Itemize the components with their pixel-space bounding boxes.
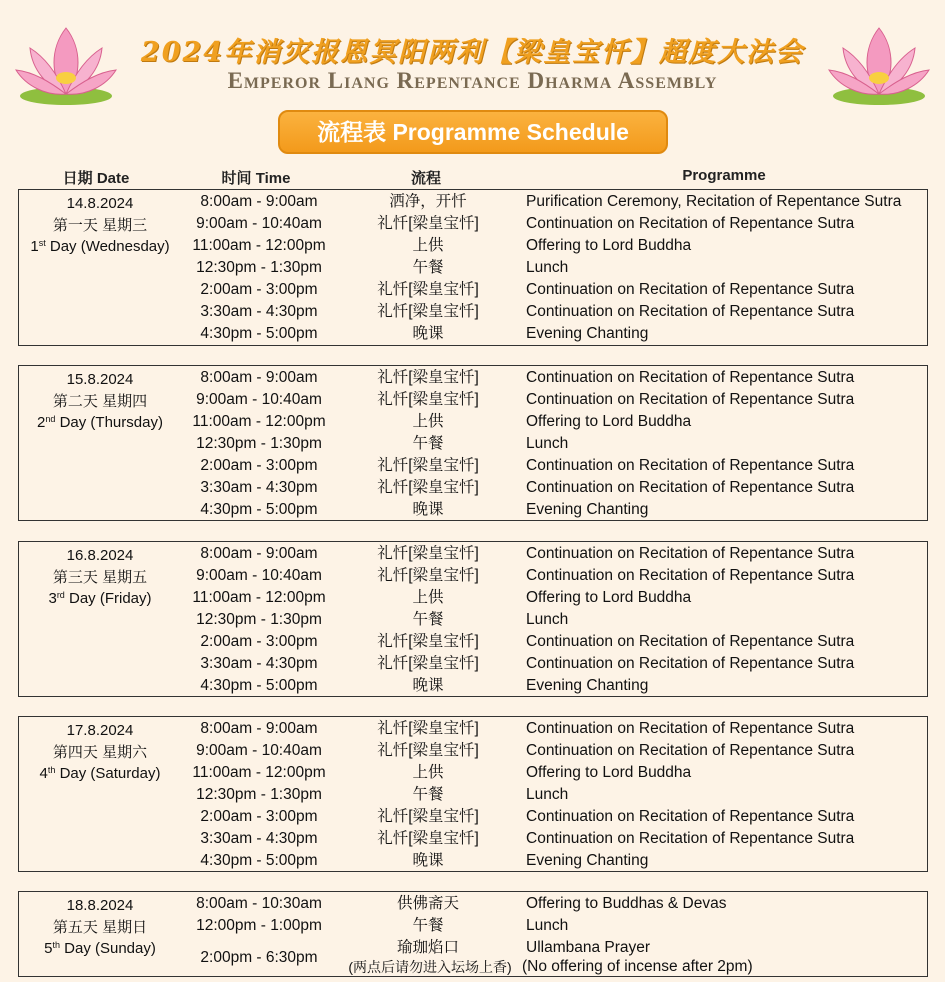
row-flow: 晚课 [412,677,444,694]
row-flow: 礼忏[梁皇宝忏] [377,742,479,759]
row-flow: 午餐 [412,611,444,628]
schedule-row [19,213,927,235]
row-time: 4:30pm - 5:00pm [200,677,318,694]
page-title-chinese: 2024年消灾报恩冥阳两利【梁皇宝忏】超度大法会 [140,37,805,68]
row-programme: Continuation on Recitation of Repentance Sutra [526,369,855,386]
row-flow: 礼忏[梁皇宝忏] [377,479,479,496]
row-time: 8:00am - 10:30am [196,895,322,912]
schedule-row [19,631,927,653]
row-time: 12:30pm - 1:30pm [196,259,322,276]
row-flow: 礼忏[梁皇宝忏] [377,567,479,584]
row-programme: Offering to Buddhas & Devas [526,895,727,912]
row-flow: 礼忏[梁皇宝忏] [377,633,479,650]
row-flow: 礼忏[梁皇宝忏] [377,830,479,847]
day-ordinal-suffix: nd [45,414,56,424]
schedule-row [19,323,927,345]
row-programme: Continuation on Recitation of Repentance Sutra [526,720,855,737]
row-time: 2:00am - 3:00pm [200,633,318,650]
day-block [18,365,928,521]
row-programme: Lunch [526,259,569,276]
day-ordinal-weekday: Day (Thursday) [55,414,163,431]
row-flow: 礼忏[梁皇宝忏] [377,281,479,298]
schedule-row [19,433,927,455]
row-programme: Lunch [526,435,569,452]
row-programme: Continuation on Recitation of Repentance Sutra [526,391,855,408]
row-flow: 晚课 [412,501,444,518]
row-programme: Continuation on Recitation of Repentance Sutra [526,830,855,847]
row-time: 4:30pm - 5:00pm [200,325,318,342]
row-time: 2:00am - 3:00pm [200,457,318,474]
row-programme: Offering to Lord Buddha [526,413,692,430]
day-date: 18.8.2024 [66,897,134,914]
schedule-row [19,301,927,323]
schedule-row [19,455,927,477]
day-ordinal-suffix: th [47,765,56,775]
schedule-row [19,411,927,433]
schedule-row [19,893,927,915]
day-ordinal-suffix: rd [56,590,65,600]
row-flow: 洒净，开忏 [389,193,467,210]
day-ordinal-weekday: Day (Friday) [64,590,152,607]
schedule-row [19,191,927,213]
row-time: 11:00am - 12:00pm [192,413,326,430]
row-programme: Offering to Lord Buddha [526,237,692,254]
row-flow: 午餐 [412,786,444,803]
day-weekday-cn: 第三天 星期五 [52,568,148,586]
row-flow: 礼忏[梁皇宝忏] [377,808,479,825]
row-programme: Evening Chanting [526,325,649,342]
day-weekday-cn: 第五天 星期日 [52,918,148,936]
schedule-row [19,828,927,850]
row-programme: Continuation on Recitation of Repentance Sutra [526,457,855,474]
day-weekday-cn: 第一天 星期三 [52,216,148,234]
schedule-row [19,740,927,762]
row-time: 11:00am - 12:00pm [192,589,326,606]
row-flow: 礼忏[梁皇宝忏] [377,215,479,232]
row-programme: Continuation on Recitation of Repentance Sutra [526,281,855,298]
day-date: 15.8.2024 [66,371,134,388]
row-flow: 晚课 [412,325,444,342]
row-time: 12:30pm - 1:30pm [196,435,322,452]
row-flow: 上供 [412,589,444,606]
day-date: 17.8.2024 [66,722,134,739]
row-time: 9:00am - 10:40am [196,742,322,759]
row-programme: Ullambana Prayer [526,939,651,956]
day-weekday-cn: 第二天 星期四 [52,392,148,410]
row-programme: Continuation on Recitation of Repentance Sutra [526,742,855,759]
day-ordinal-number: 5 [44,940,53,957]
row-programme: Evening Chanting [526,677,649,694]
schedule-row [19,477,927,499]
row-flow: 上供 [412,237,444,254]
day-date: 16.8.2024 [66,547,134,564]
row-flow: 晚课 [412,852,444,869]
row-time: 12:30pm - 1:30pm [196,786,322,803]
row-programme: Offering to Lord Buddha [526,589,692,606]
schedule-row [19,609,927,631]
row-programme: Continuation on Recitation of Repentance Sutra [526,479,855,496]
note-programme: (No offering of incense after 2pm) [522,958,753,975]
row-programme: Evening Chanting [526,501,649,518]
row-programme: Continuation on Recitation of Repentance Sutra [526,655,855,672]
row-programme: Continuation on Recitation of Repentance Sutra [526,215,855,232]
header-flow: 流程 [410,170,441,187]
day-ordinal-number: 1 [30,238,39,255]
column-headers [18,167,928,187]
row-flow: 瑜珈焰口 [396,939,459,956]
schedule-row [19,543,927,565]
row-time: 9:00am - 10:40am [196,391,322,408]
header-time: 时间 Time [221,170,291,187]
row-time: 11:00am - 12:00pm [192,764,326,781]
row-programme: Continuation on Recitation of Repentance Sutra [526,545,855,562]
schedule-row [19,653,927,675]
day-ordinal-weekday: Day (Sunday) [59,940,156,957]
day-ordinal-suffix: th [52,940,60,950]
row-programme: Offering to Lord Buddha [526,764,692,781]
row-flow: 供佛斋天 [396,895,459,912]
schedule-row [19,279,927,301]
schedule-row [19,806,927,828]
schedule-row [19,915,927,937]
row-flow: 午餐 [412,917,444,934]
schedule-row [19,235,927,257]
row-time: 8:00am - 9:00am [200,193,318,210]
schedule-row [19,257,927,279]
row-time: 11:00am - 12:00pm [192,237,326,254]
row-time: 8:00am - 9:00am [200,545,318,562]
row-flow: 上供 [412,413,444,430]
schedule-row [19,784,927,806]
row-programme: Continuation on Recitation of Repentance Sutra [526,633,855,650]
day-ordinal-weekday: Day (Wednesday) [45,238,170,255]
row-time: 8:00am - 9:00am [200,369,318,386]
day-block [18,891,928,977]
schedule-row [19,850,927,872]
row-flow: 礼忏[梁皇宝忏] [377,303,479,320]
row-time: 2:00am - 3:00pm [200,281,318,298]
row-programme: Purification Ceremony, Recitation of Repentance Sutra [526,193,902,210]
row-programme: Continuation on Recitation of Repentance Sutra [526,567,855,584]
row-programme: Evening Chanting [526,852,649,869]
row-programme: Continuation on Recitation of Repentance Sutra [526,303,855,320]
day-block [18,189,928,346]
row-time: 2:00am - 3:00pm [200,808,318,825]
schedule-row [19,587,927,609]
day-block [18,541,928,697]
schedule-row [19,565,927,587]
row-flow: 礼忏[梁皇宝忏] [377,655,479,672]
row-flow: 礼忏[梁皇宝忏] [377,720,479,737]
row-flow: 礼忏[梁皇宝忏] [377,391,479,408]
row-programme: Lunch [526,917,569,934]
row-programme: Lunch [526,786,569,803]
row-time: 12:30pm - 1:30pm [196,611,322,628]
row-programme: Lunch [526,611,569,628]
row-flow: 上供 [412,764,444,781]
row-flow: 礼忏[梁皇宝忏] [377,457,479,474]
row-flow: 礼忏[梁皇宝忏] [377,369,479,386]
day-ordinal-suffix: st [38,238,46,248]
row-flow: 午餐 [412,259,444,276]
row-time: 4:30pm - 5:00pm [200,852,318,869]
day-ordinal-weekday: Day (Saturday) [55,765,161,782]
schedule-row [19,367,927,389]
day-ordinal-number: 3 [48,590,57,607]
day-weekday-cn: 第四天 星期六 [52,743,148,761]
page-title-english: Emperor Liang Repentance Dharma Assembly [227,68,718,93]
row-programme: Continuation on Recitation of Repentance Sutra [526,808,855,825]
schedule-row [19,718,927,740]
row-time: 3:30am - 4:30pm [200,655,318,672]
note-flow: (两点后请勿进入坛场上香) [348,959,512,975]
row-time: 3:30am - 4:30pm [200,830,318,847]
row-time: 4:30pm - 5:00pm [200,501,318,518]
schedule-row [19,499,927,521]
row-flow: 礼忏[梁皇宝忏] [377,545,479,562]
row-time: 3:30am - 4:30pm [200,303,318,320]
schedule-note-row [19,956,927,978]
header-date: 日期 Date [62,170,130,187]
row-time: 12:00pm - 1:00pm [196,917,322,934]
row-time: 3:30am - 4:30pm [200,479,318,496]
row-time: 9:00am - 10:40am [196,567,322,584]
row-flow: 午餐 [412,435,444,452]
day-ordinal-number: 2 [37,414,46,431]
row-time: 8:00am - 9:00am [200,720,318,737]
schedule-row [19,762,927,784]
day-ordinal-number: 4 [39,765,48,782]
day-date: 14.8.2024 [66,195,134,212]
row-time: 9:00am - 10:40am [196,215,322,232]
day-block [18,716,928,872]
schedule-row [19,675,927,697]
header-programme: Programme [682,167,766,184]
schedule-row [19,389,927,411]
row-time: 2:00pm - 6:30pm [200,949,318,966]
schedule-badge: 流程表 Programme Schedule [278,110,668,154]
